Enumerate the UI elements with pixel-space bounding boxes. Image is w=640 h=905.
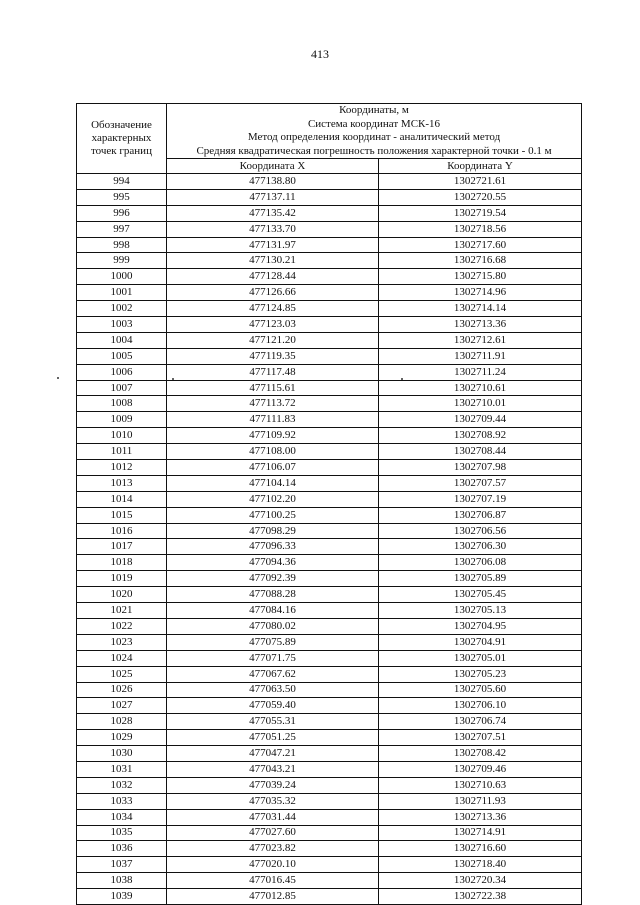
table-row — [77, 475, 582, 491]
coord-y-cell: 1302705.23 — [379, 666, 582, 682]
coord-x-cell: 477130.21 — [167, 253, 379, 269]
table-row — [77, 634, 582, 650]
table-row — [77, 269, 582, 285]
point-id-cell: 1030 — [77, 746, 167, 762]
table-row — [77, 761, 582, 777]
table-row — [77, 221, 582, 237]
point-id-cell: 1000 — [77, 269, 167, 285]
point-id-cell: 1015 — [77, 507, 167, 523]
coord-x-cell: 477137.11 — [167, 189, 379, 205]
coord-x-cell: 477067.62 — [167, 666, 379, 682]
table-row — [77, 444, 582, 460]
coord-x-cell: 477051.25 — [167, 730, 379, 746]
point-id-cell: 1017 — [77, 539, 167, 555]
table-row — [77, 285, 582, 301]
point-label-header-line: характерных — [91, 132, 152, 144]
coord-x-cell: 477094.36 — [167, 555, 379, 571]
table-row — [77, 714, 582, 730]
coord-x-cell: 477084.16 — [167, 603, 379, 619]
coord-y-cell: 1302706.30 — [379, 539, 582, 555]
point-id-cell: 1031 — [77, 761, 167, 777]
point-id-cell: 1007 — [77, 380, 167, 396]
point-id-cell: 1027 — [77, 698, 167, 714]
coord-y-cell: 1302719.54 — [379, 205, 582, 221]
point-id-cell: 1014 — [77, 491, 167, 507]
table-row — [77, 301, 582, 317]
coord-y-cell: 1302704.95 — [379, 618, 582, 634]
coord-y-cell: 1302712.61 — [379, 332, 582, 348]
coord-x-cell: 477113.72 — [167, 396, 379, 412]
table-row — [77, 603, 582, 619]
coord-x-cell: 477020.10 — [167, 857, 379, 873]
coord-x-cell: 477108.00 — [167, 444, 379, 460]
coord-x-cell: 477063.50 — [167, 682, 379, 698]
coord-y-cell: 1302709.46 — [379, 761, 582, 777]
point-id-cell: 1029 — [77, 730, 167, 746]
point-id-cell: 1012 — [77, 460, 167, 476]
coord-x-cell: 477043.21 — [167, 761, 379, 777]
coord-x-cell: 477128.44 — [167, 269, 379, 285]
table-row — [77, 428, 582, 444]
table-row — [77, 873, 582, 889]
point-id-cell: 1006 — [77, 364, 167, 380]
coord-y-cell: 1302708.42 — [379, 746, 582, 762]
point-id-cell: 1005 — [77, 348, 167, 364]
scan-speck — [401, 378, 403, 380]
coord-x-cell: 477096.33 — [167, 539, 379, 555]
coord-y-cell: 1302705.60 — [379, 682, 582, 698]
coord-x-cell: 477023.82 — [167, 841, 379, 857]
table-row — [77, 666, 582, 682]
table-row — [77, 857, 582, 873]
table-row — [77, 491, 582, 507]
point-id-cell: 1022 — [77, 618, 167, 634]
point-id-cell: 1021 — [77, 603, 167, 619]
point-id-cell: 1018 — [77, 555, 167, 571]
table-row — [77, 571, 582, 587]
point-id-cell: 1025 — [77, 666, 167, 682]
point-id-cell: 998 — [77, 237, 167, 253]
coord-x-cell: 477100.25 — [167, 507, 379, 523]
coord-y-cell: 1302704.91 — [379, 634, 582, 650]
table-row — [77, 332, 582, 348]
table-row — [77, 507, 582, 523]
point-id-cell: 1004 — [77, 332, 167, 348]
point-label-header-line: точек границ — [91, 145, 152, 157]
coord-x-cell: 477124.85 — [167, 301, 379, 317]
coord-y-cell: 1302710.61 — [379, 380, 582, 396]
coord-y-cell: 1302707.19 — [379, 491, 582, 507]
point-id-cell: 1037 — [77, 857, 167, 873]
coord-x-cell: 477133.70 — [167, 221, 379, 237]
coord-y-cell: 1302706.10 — [379, 698, 582, 714]
table-row — [77, 460, 582, 476]
coord-x-cell: 477012.85 — [167, 889, 379, 905]
coord-x-cell: 477104.14 — [167, 475, 379, 491]
table-row — [77, 841, 582, 857]
coord-x-cell: 477075.89 — [167, 634, 379, 650]
coord-y-cell: 1302709.44 — [379, 412, 582, 428]
coord-x-cell: 477059.40 — [167, 698, 379, 714]
coord-y-cell: 1302715.80 — [379, 269, 582, 285]
coord-y-cell: 1302706.08 — [379, 555, 582, 571]
coord-y-cell: 1302714.91 — [379, 825, 582, 841]
table-row — [77, 205, 582, 221]
coord-x-cell: 477115.61 — [167, 380, 379, 396]
table-row — [77, 682, 582, 698]
coord-y-cell: 1302706.56 — [379, 523, 582, 539]
coord-x-cell: 477126.66 — [167, 285, 379, 301]
table-row — [77, 317, 582, 333]
scan-speck — [57, 377, 59, 379]
coord-y-cell: 1302717.60 — [379, 237, 582, 253]
coord-y-cell: 1302714.96 — [379, 285, 582, 301]
point-id-cell: 1001 — [77, 285, 167, 301]
coord-x-cell: 477027.60 — [167, 825, 379, 841]
col-y-header: Координата Y — [379, 159, 582, 174]
coord-y-cell: 1302718.56 — [379, 221, 582, 237]
table-row — [77, 889, 582, 905]
coord-y-cell: 1302705.89 — [379, 571, 582, 587]
coord-y-cell: 1302706.74 — [379, 714, 582, 730]
coord-y-cell: 1302720.55 — [379, 189, 582, 205]
coord-y-cell: 1302710.63 — [379, 777, 582, 793]
point-id-cell: 999 — [77, 253, 167, 269]
point-id-cell: 1020 — [77, 587, 167, 603]
coord-x-cell: 477117.48 — [167, 364, 379, 380]
point-label-header-line: Обозначение — [91, 119, 152, 131]
point-id-cell: 996 — [77, 205, 167, 221]
table-row — [77, 237, 582, 253]
table-row — [77, 809, 582, 825]
col-x-header: Координата X — [167, 159, 379, 174]
point-label-header — [77, 104, 167, 174]
coord-x-cell: 477123.03 — [167, 317, 379, 333]
point-id-cell: 1026 — [77, 682, 167, 698]
point-id-cell: 1028 — [77, 714, 167, 730]
point-id-cell: 1038 — [77, 873, 167, 889]
coord-y-cell: 1302721.61 — [379, 174, 582, 190]
point-id-cell: 1010 — [77, 428, 167, 444]
coord-x-cell: 477039.24 — [167, 777, 379, 793]
table-row — [77, 825, 582, 841]
table-row — [77, 412, 582, 428]
table-row — [77, 396, 582, 412]
accuracy-line: Средняя квадратическая погрешность положения характерной точки - 0.1 м — [196, 144, 552, 157]
point-id-cell: 1033 — [77, 793, 167, 809]
point-id-cell: 1019 — [77, 571, 167, 587]
coord-y-cell: 1302722.38 — [379, 889, 582, 905]
coord-y-cell: 1302710.01 — [379, 396, 582, 412]
point-id-cell: 1039 — [77, 889, 167, 905]
coord-x-cell: 477080.02 — [167, 618, 379, 634]
table-row — [77, 174, 582, 190]
coordinates-header — [167, 104, 582, 159]
point-id-cell: 1008 — [77, 396, 167, 412]
point-id-cell: 1009 — [77, 412, 167, 428]
coord-y-cell: 1302705.13 — [379, 603, 582, 619]
coordinate-system-line: Система координат МСК-16 — [307, 117, 441, 130]
table-row — [77, 253, 582, 269]
coord-x-cell: 477092.39 — [167, 571, 379, 587]
coord-x-cell: 477138.80 — [167, 174, 379, 190]
method-line: Метод определения координат - аналитический метод — [247, 131, 501, 143]
coord-y-cell: 1302705.45 — [379, 587, 582, 603]
table-row — [77, 555, 582, 571]
point-id-cell: 1034 — [77, 809, 167, 825]
point-id-cell: 1013 — [77, 475, 167, 491]
point-id-cell: 995 — [77, 189, 167, 205]
table-row — [77, 730, 582, 746]
scan-speck — [172, 378, 174, 380]
table-row — [77, 793, 582, 809]
coord-y-cell: 1302707.98 — [379, 460, 582, 476]
coord-x-cell: 477102.20 — [167, 491, 379, 507]
point-id-cell: 1011 — [77, 444, 167, 460]
table-row — [77, 746, 582, 762]
coord-y-cell: 1302707.57 — [379, 475, 582, 491]
point-id-cell: 1002 — [77, 301, 167, 317]
coord-y-cell: 1302718.40 — [379, 857, 582, 873]
coord-x-cell: 477106.07 — [167, 460, 379, 476]
table-header-row — [77, 104, 582, 159]
coord-x-cell: 477109.92 — [167, 428, 379, 444]
point-id-cell: 1016 — [77, 523, 167, 539]
coord-y-cell: 1302720.34 — [379, 873, 582, 889]
point-id-cell: 1035 — [77, 825, 167, 841]
table-row — [77, 698, 582, 714]
coord-y-cell: 1302711.93 — [379, 793, 582, 809]
coord-y-cell: 1302711.24 — [379, 364, 582, 380]
coord-x-cell: 477131.97 — [167, 237, 379, 253]
coord-y-cell: 1302708.92 — [379, 428, 582, 444]
table-row — [77, 618, 582, 634]
table-row — [77, 777, 582, 793]
point-id-cell: 1036 — [77, 841, 167, 857]
point-id-cell: 1032 — [77, 777, 167, 793]
point-id-cell: 1003 — [77, 317, 167, 333]
coord-x-cell: 477111.83 — [167, 412, 379, 428]
coord-y-cell: 1302711.91 — [379, 348, 582, 364]
coord-y-cell: 1302713.36 — [379, 317, 582, 333]
table-row — [77, 650, 582, 666]
coord-x-cell: 477031.44 — [167, 809, 379, 825]
coord-y-cell: 1302716.68 — [379, 253, 582, 269]
point-id-cell: 994 — [77, 174, 167, 190]
table-row — [77, 523, 582, 539]
coord-x-cell: 477071.75 — [167, 650, 379, 666]
coord-x-cell: 477088.28 — [167, 587, 379, 603]
coord-x-cell: 477035.32 — [167, 793, 379, 809]
coord-x-cell: 477135.42 — [167, 205, 379, 221]
point-id-cell: 997 — [77, 221, 167, 237]
table-row — [77, 587, 582, 603]
coord-x-cell: 477016.45 — [167, 873, 379, 889]
coord-x-cell: 477121.20 — [167, 332, 379, 348]
coord-y-cell: 1302708.44 — [379, 444, 582, 460]
point-id-cell: 1024 — [77, 650, 167, 666]
coord-x-cell: 477055.31 — [167, 714, 379, 730]
page-number: 413 — [311, 47, 329, 61]
coord-y-cell: 1302714.14 — [379, 301, 582, 317]
coord-x-cell: 477119.35 — [167, 348, 379, 364]
coord-x-cell: 477047.21 — [167, 746, 379, 762]
table-row — [77, 539, 582, 555]
table-row — [77, 364, 582, 380]
coord-y-cell: 1302706.87 — [379, 507, 582, 523]
coord-y-cell: 1302713.36 — [379, 809, 582, 825]
point-id-cell: 1023 — [77, 634, 167, 650]
table-row — [77, 380, 582, 396]
table-row — [77, 189, 582, 205]
table-row — [77, 348, 582, 364]
coord-y-cell: 1302707.51 — [379, 730, 582, 746]
coordinates-header-line: Координаты, м — [339, 104, 409, 116]
coordinates-table — [76, 103, 582, 905]
coord-y-cell: 1302716.60 — [379, 841, 582, 857]
coord-x-cell: 477098.29 — [167, 523, 379, 539]
coord-y-cell: 1302705.01 — [379, 650, 582, 666]
